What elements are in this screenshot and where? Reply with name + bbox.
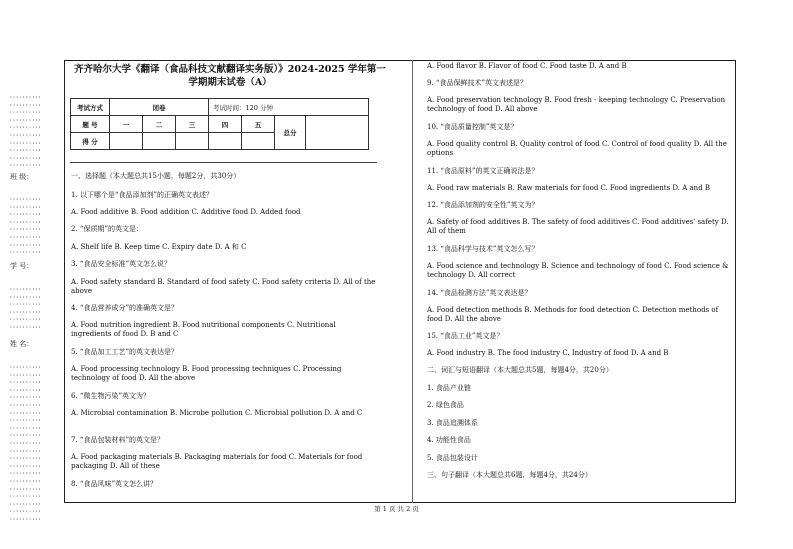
exam-mode-label: 考试方式 (71, 99, 110, 116)
binding-line-dots: ·········· ·········· ·········· ·········· ·········· ·········· ·········· ·········· ·········· ·········· (9, 94, 42, 170)
options: A. Food additive B. Food addition C. Additive food D. Added food (71, 208, 301, 216)
separator (70, 162, 377, 163)
col-1: 一 (110, 116, 143, 133)
score-cell[interactable] (176, 133, 209, 150)
binding-line-dots: ·········· ·········· ·········· ·········· ·········· ·········· (9, 286, 42, 331)
vocab-item: 4. 功能性食品 (427, 436, 471, 444)
question: 12. “食品添加剂的安全性”英文为？ (427, 201, 539, 209)
student-id-label: 学 号： (10, 262, 34, 270)
options: A. Food packaging materials B. Packaging materials for food C. Materials for food packaging D. All of these (71, 453, 363, 470)
score-label: 得 分 (71, 133, 110, 150)
col-4: 四 (209, 116, 242, 133)
question: 1. 以下哪个是“食品添加剂”的正确英文表述？ (71, 191, 214, 199)
question: 13. “食品科学与技术”英文怎么写？ (427, 245, 539, 253)
total-score-cell[interactable] (306, 116, 369, 150)
score-cell[interactable] (110, 133, 143, 150)
binding-line-dots: ·········· ·········· ·········· ·········· ·········· ·········· ·········· ·········· ·········· ·········· ·········· ·········· ·········· ·········· ·········· ·········· ·········· ·········· ·········· ·········· ·········· (9, 364, 42, 523)
score-table (70, 98, 369, 150)
exam-time: 考试时间：120 分钟 (209, 99, 369, 116)
vocab-item: 2. 绿色食品 (427, 401, 464, 409)
name-label: 姓 名： (10, 340, 34, 348)
vocab-item: 1. 食品产业链 (427, 384, 471, 392)
col-2: 二 (143, 116, 176, 133)
options: A. Food science and technology B. Science and technology of food C. Food science & technology D. All correct (427, 262, 729, 279)
section-1-heading: 一、选择题（本大题总共15小题，每题2分，共30分） (71, 172, 241, 180)
exam-mode-value: 闭卷 (110, 99, 209, 116)
options: A. Food processing technology B. Food processing techniques C. Processing technology of food D. All the above (71, 365, 342, 382)
options: A. Microbial contamination B. Microbe pollution C. Microbial pollution D. A and C (71, 409, 363, 417)
question: 7. “食品包装材料”的英文是？ (71, 436, 165, 444)
question: 3. “食品安全标准”英文怎么说？ (71, 260, 172, 268)
options: A. Food preservation technology B. Food fresh - keeping technology C. Preservation technology of food D. All above (427, 96, 726, 113)
question: 14. “食品检测方法”英文表达是？ (427, 289, 532, 297)
options: A. Food safety standard B. Standard of food safety C. Food safety criteria D. All of the above (71, 278, 376, 295)
score-cell[interactable] (242, 133, 275, 150)
vocab-item: 3. 食品追溯体系 (427, 419, 478, 427)
options: A. Food raw materials B. Raw materials for food C. Food ingredients D. A and B (427, 184, 711, 192)
col-5: 五 (242, 116, 275, 133)
column-divider (412, 60, 413, 503)
options: A. Food flavor B. Flavor of food C. Food taste D. A and B (427, 62, 627, 70)
question: 10. “食品质量控制”英文是？ (427, 123, 518, 131)
vocab-item: 5. 食品包装设计 (427, 454, 478, 462)
question: 9. “食品保鲜技术”英文表述是？ (427, 79, 528, 87)
question: 8. “食品风味”英文怎么讲？ (71, 480, 158, 488)
question: 2. “保质期”的英文是： (71, 225, 144, 233)
options: A. Food detection methods B. Methods for food detection C. Detection methods of food D. All the above (427, 306, 719, 323)
section-2-heading: 二、词汇与短语翻译（本大题总共5题，每题4分，共20分） (427, 366, 613, 374)
question: 6. “微生物污染”英文为？ (71, 392, 151, 400)
options: A. Shelf life B. Keep time C. Expiry date D. A 和 C (71, 243, 247, 251)
total-label: 总分 (275, 116, 306, 150)
binding-line-dots: ·········· ·········· ·········· ·········· ·········· ·········· ·········· ·········· (9, 196, 42, 257)
score-cell[interactable] (143, 133, 176, 150)
options: A. Food industry B. The food industry C. Industry of food D. A and B (427, 349, 669, 357)
section-3-heading: 三、句子翻译（本大题总共6题，每题4分，共24分） (427, 471, 592, 479)
class-label: 班 级： (10, 173, 34, 181)
question: 4. “食品营养成分”的准确英文是？ (71, 304, 179, 312)
options: A. Safety of food additives B. The safety of food additives C. Food additives' safety D. All of them (427, 218, 729, 235)
col-3: 三 (176, 116, 209, 133)
options: A. Food nutrition ingredient B. Food nutritional components C. Nutritional ingredients of food D. B and C (71, 321, 336, 338)
question: 5. “食品加工工艺”的英文表达是？ (71, 348, 179, 356)
options: A. Food quality control B. Quality control of food C. Control of food quality D. All the options (427, 140, 727, 157)
question: 11. “食品原料”的英文正确说法是？ (427, 167, 539, 175)
question: 15. “食品工业”英文是？ (427, 332, 504, 340)
question-number-label: 题 号 (71, 116, 110, 133)
page-footer: 第 1 页 共 2 页 (374, 505, 419, 513)
score-cell[interactable] (209, 133, 242, 150)
exam-title: 齐齐哈尔大学《翻译（食品科技文献翻译实务版）》2024-2025 学年第一学期期末试卷（A） (74, 64, 386, 88)
